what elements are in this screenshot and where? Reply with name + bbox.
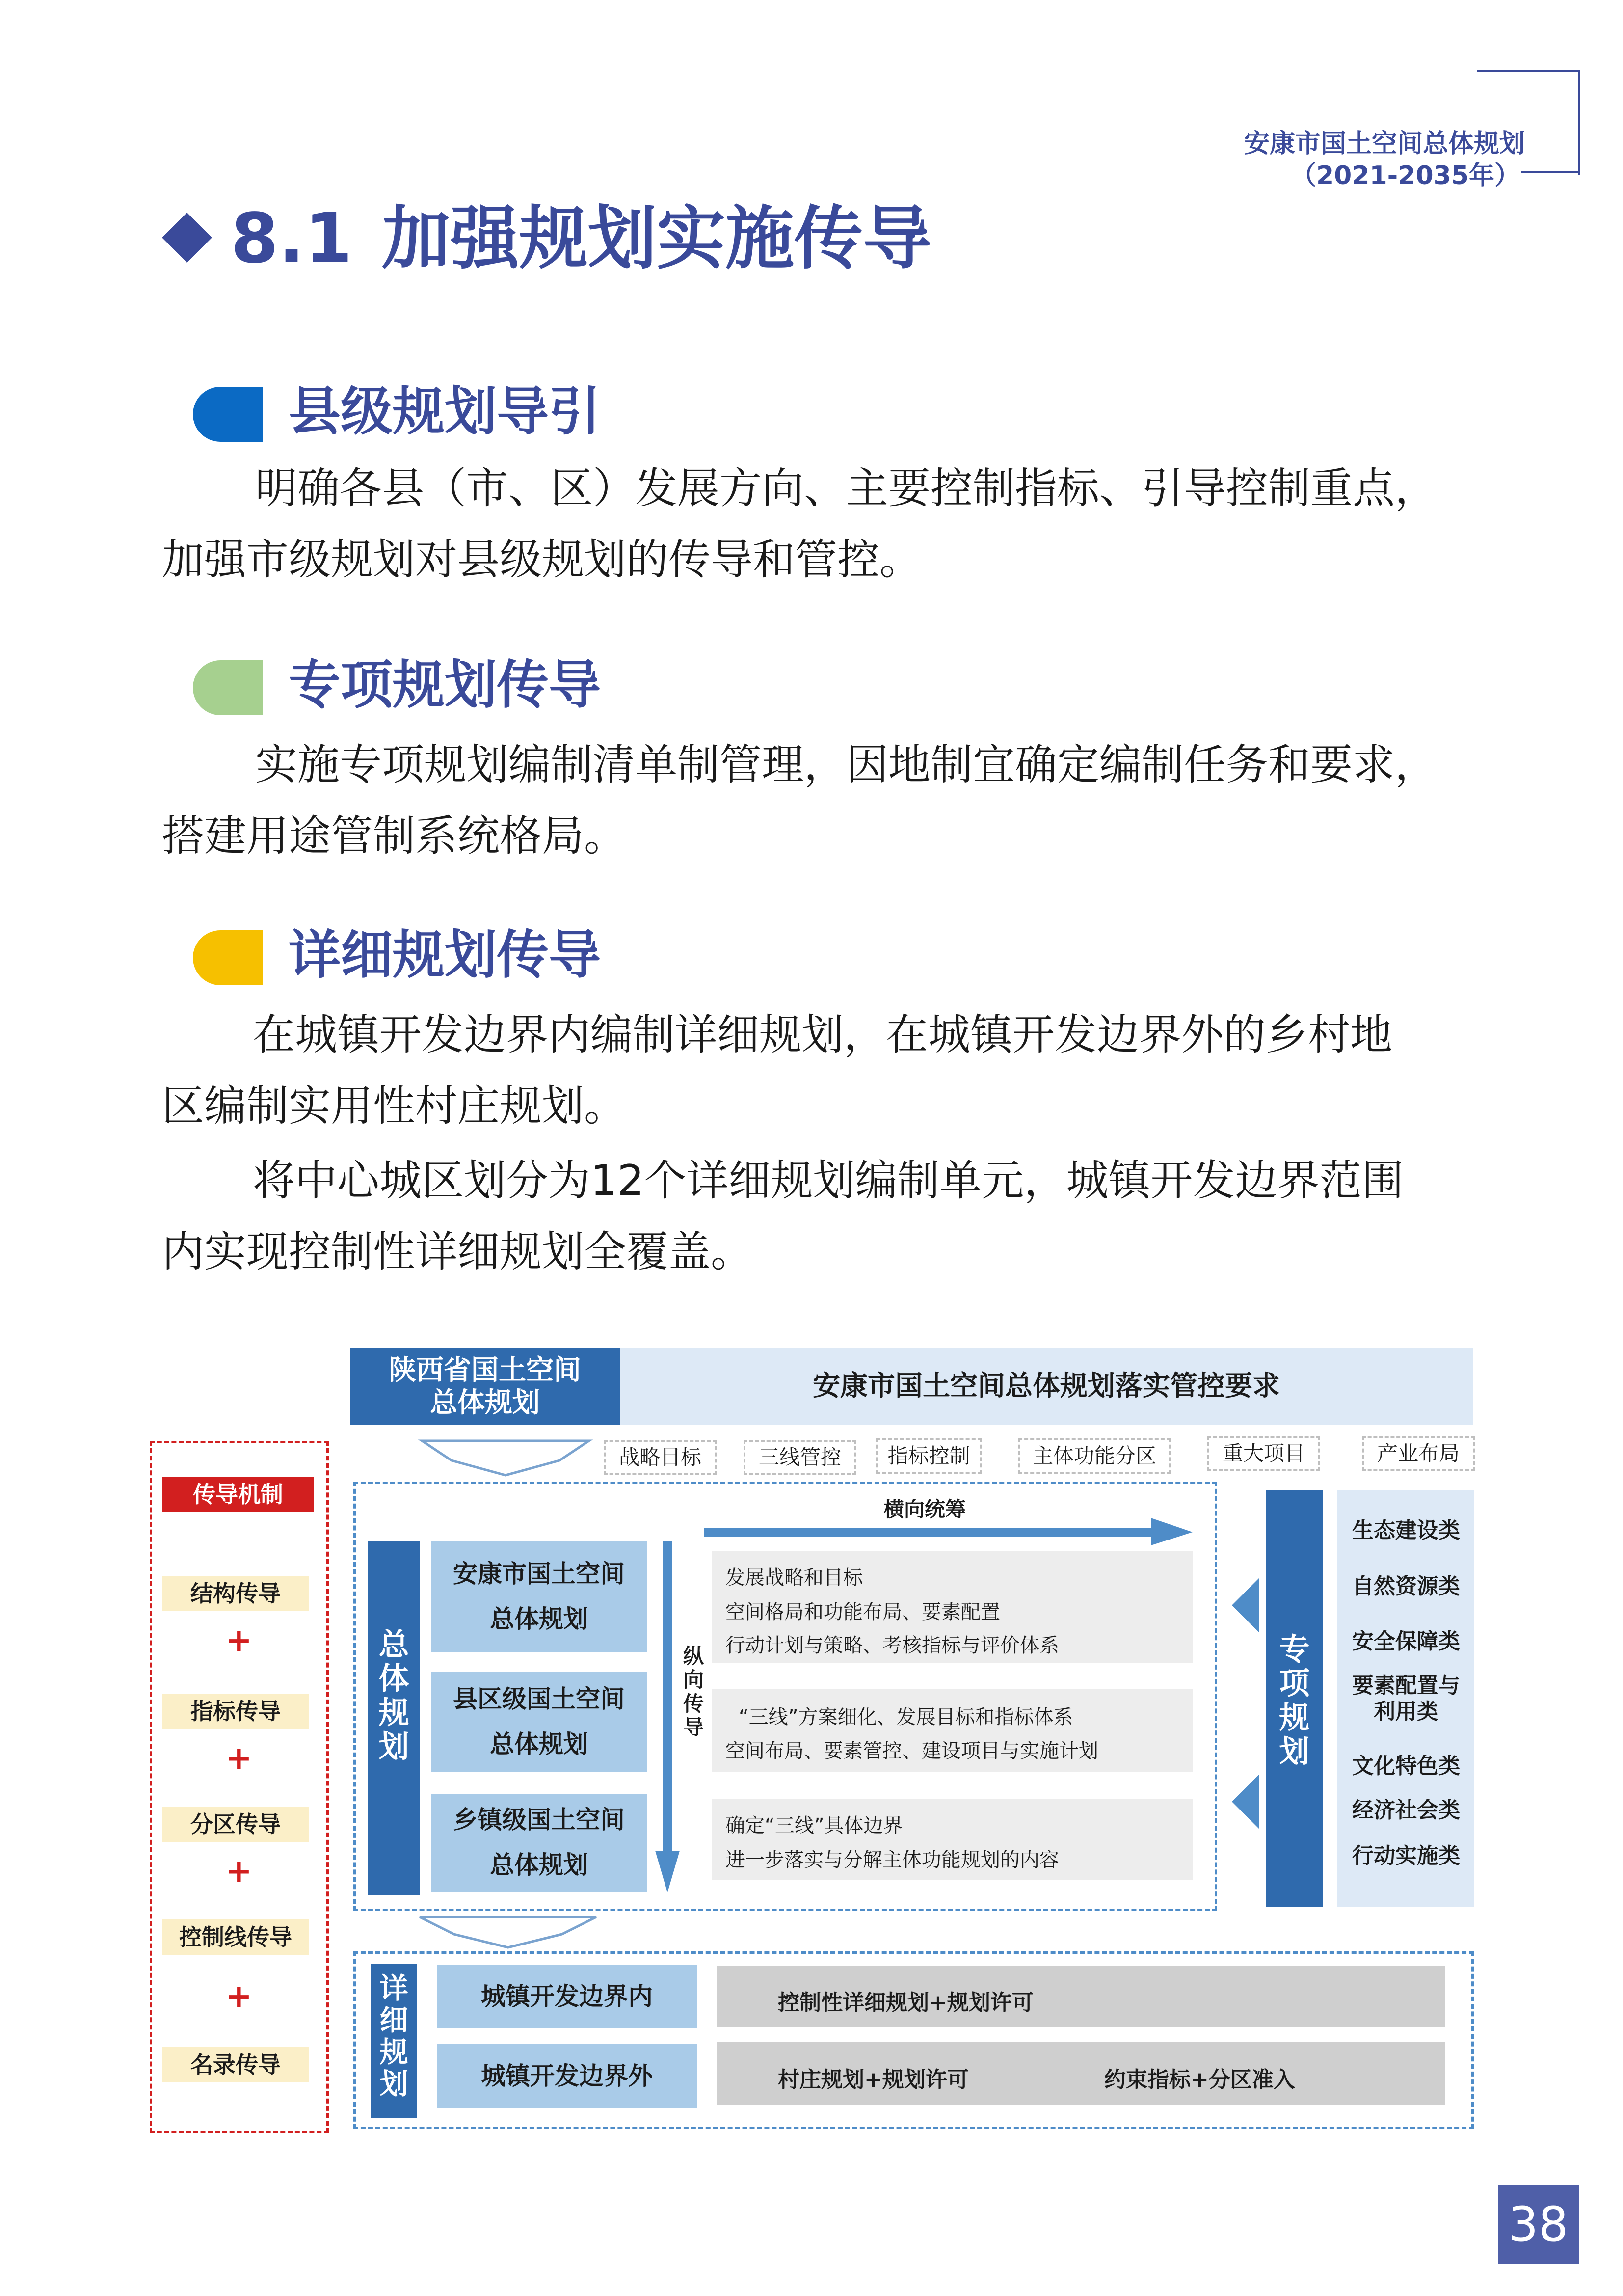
special-item: 经济社会类 bbox=[1352, 1798, 1460, 1823]
paragraph-line: 加强市级规划对县级规划的传导和管控。 bbox=[162, 535, 922, 584]
detail-row-outside: 城镇开发边界外 bbox=[437, 2044, 697, 2108]
provincial-plan-box: 陕西省国土空间 总体规划 bbox=[350, 1348, 620, 1425]
left-arrow-icon bbox=[1232, 1775, 1261, 1829]
subsection-marker-2 bbox=[193, 660, 263, 715]
header-title: 安康市国土空间总体规划 bbox=[1244, 129, 1525, 159]
detail-plan-label bbox=[371, 1964, 417, 2118]
detail-item: 控制性详细规划+规划许可 bbox=[778, 1990, 1034, 2015]
mechanism-item: 分区传导 bbox=[162, 1807, 309, 1842]
level-desc-town bbox=[712, 1799, 1193, 1880]
level-desc-county bbox=[712, 1689, 1193, 1772]
down-arrow-icon bbox=[412, 1436, 599, 1480]
special-item: 要素配置与 利用类 bbox=[1352, 1673, 1460, 1724]
section-number: 8.1 bbox=[231, 199, 353, 279]
vertical-label: 纵 向 传 导 bbox=[683, 1644, 704, 1739]
detail-outside-content bbox=[717, 2042, 1445, 2105]
plus-icon: + bbox=[226, 1853, 252, 1890]
section-title bbox=[231, 201, 931, 277]
desc-line: 确定“三线”具体边界 bbox=[725, 1814, 903, 1837]
subsection-title-3: 详细规划传导 bbox=[289, 925, 601, 985]
down-arrow-icon bbox=[655, 1541, 680, 1895]
mechanism-frame bbox=[150, 1441, 329, 2133]
tag-major-projects: 重大项目 bbox=[1207, 1436, 1320, 1471]
detail-item: 村庄规划+规划许可 bbox=[778, 2067, 969, 2092]
left-arrow-icon bbox=[1232, 1578, 1261, 1632]
level-box-city: 安康市国土空间 总体规划 bbox=[431, 1541, 647, 1652]
desc-line: 行动计划与策略、考核指标与评价体系 bbox=[725, 1634, 1059, 1657]
header-underline bbox=[1521, 171, 1579, 173]
desc-line: 空间布局、要素管控、建设项目与实施计划 bbox=[725, 1740, 1098, 1762]
desc-line: 空间格局和功能布局、要素配置 bbox=[725, 1601, 1000, 1623]
desc-line: 发展战略和目标 bbox=[725, 1567, 863, 1589]
detail-item: 约束指标+分区准入 bbox=[1104, 2067, 1295, 2092]
mechanism-item: 结构传导 bbox=[162, 1576, 309, 1611]
paragraph-line: 将中心城区划分为12个详细规划编制单元，城镇开发边界范围 bbox=[253, 1156, 1404, 1205]
overall-plan-label bbox=[368, 1541, 420, 1895]
special-plan-label bbox=[1266, 1490, 1323, 1907]
detail-inside-content bbox=[717, 1966, 1445, 2027]
plus-icon: + bbox=[226, 1740, 252, 1777]
paragraph-line: 区编制实用性村庄规划。 bbox=[162, 1081, 626, 1131]
section-title-text: 加强规划实施传导 bbox=[382, 199, 932, 279]
subsection-marker-1 bbox=[193, 387, 263, 442]
detail-plan-label-text: 详 细 规 划 bbox=[379, 1972, 408, 2101]
horizontal-label: 横向统筹 bbox=[883, 1497, 966, 1521]
diamond-icon bbox=[162, 213, 212, 263]
page-number: 38 bbox=[1498, 2185, 1579, 2264]
right-arrow-icon bbox=[704, 1517, 1195, 1546]
down-arrow-icon bbox=[410, 1912, 606, 1951]
mechanism-item: 指标传导 bbox=[162, 1694, 309, 1729]
tag-industry-layout: 产业布局 bbox=[1362, 1436, 1475, 1471]
special-item: 生态建设类 bbox=[1352, 1518, 1460, 1543]
tag-strategic-goal: 战略目标 bbox=[604, 1440, 717, 1475]
paragraph-line: 搭建用途管制系统格局。 bbox=[162, 811, 626, 861]
mechanism-item: 控制线传导 bbox=[162, 1919, 309, 1955]
city-requirements-banner: 安康市国土空间总体规划落实管控要求 bbox=[620, 1348, 1473, 1425]
mechanism-title: 传导机制 bbox=[162, 1477, 314, 1512]
overall-plan-label-text: 总 体 规 划 bbox=[378, 1626, 409, 1765]
special-item: 文化特色类 bbox=[1352, 1754, 1460, 1779]
subsection-marker-3 bbox=[193, 930, 263, 985]
paragraph-line: 内实现控制性详细规划全覆盖。 bbox=[162, 1227, 753, 1276]
subsection-title-2: 专项规划传导 bbox=[289, 655, 601, 715]
tag-index-control: 指标控制 bbox=[876, 1438, 982, 1474]
desc-line: 进一步落实与分解主体功能规划的内容 bbox=[725, 1849, 1059, 1871]
subsection-title-1: 县级规划导引 bbox=[289, 381, 601, 442]
mechanism-item: 名录传导 bbox=[162, 2047, 309, 2082]
header-years: （2021-2035年） bbox=[1290, 161, 1520, 190]
level-desc-city bbox=[712, 1551, 1193, 1663]
plus-icon: + bbox=[226, 1978, 252, 2015]
paragraph-line: 在城镇开发边界内编制详细规划，在城镇开发边界外的乡村地 bbox=[253, 1010, 1392, 1059]
level-box-town: 乡镇级国土空间 总体规划 bbox=[431, 1794, 647, 1892]
paragraph-line: 实施专项规划编制清单制管理，因地制宜确定编制任务和要求， bbox=[255, 740, 1437, 789]
special-item: 自然资源类 bbox=[1352, 1574, 1460, 1599]
special-item: 安全保障类 bbox=[1352, 1629, 1460, 1654]
detail-row-inside: 城镇开发边界内 bbox=[437, 1965, 697, 2028]
level-box-county: 县区级国土空间 总体规划 bbox=[431, 1672, 647, 1772]
special-item: 行动实施类 bbox=[1352, 1843, 1460, 1868]
tag-functional-zones: 主体功能分区 bbox=[1018, 1438, 1171, 1474]
paragraph-line: 明确各县（市、区）发展方向、主要控制指标、引导控制重点， bbox=[255, 464, 1437, 513]
tag-three-lines: 三线管控 bbox=[744, 1440, 856, 1475]
plus-icon: + bbox=[226, 1622, 252, 1659]
special-plan-label-text: 专 项 规 划 bbox=[1279, 1631, 1310, 1770]
desc-line: “三线”方案细化、发展目标和指标体系 bbox=[739, 1706, 1073, 1729]
